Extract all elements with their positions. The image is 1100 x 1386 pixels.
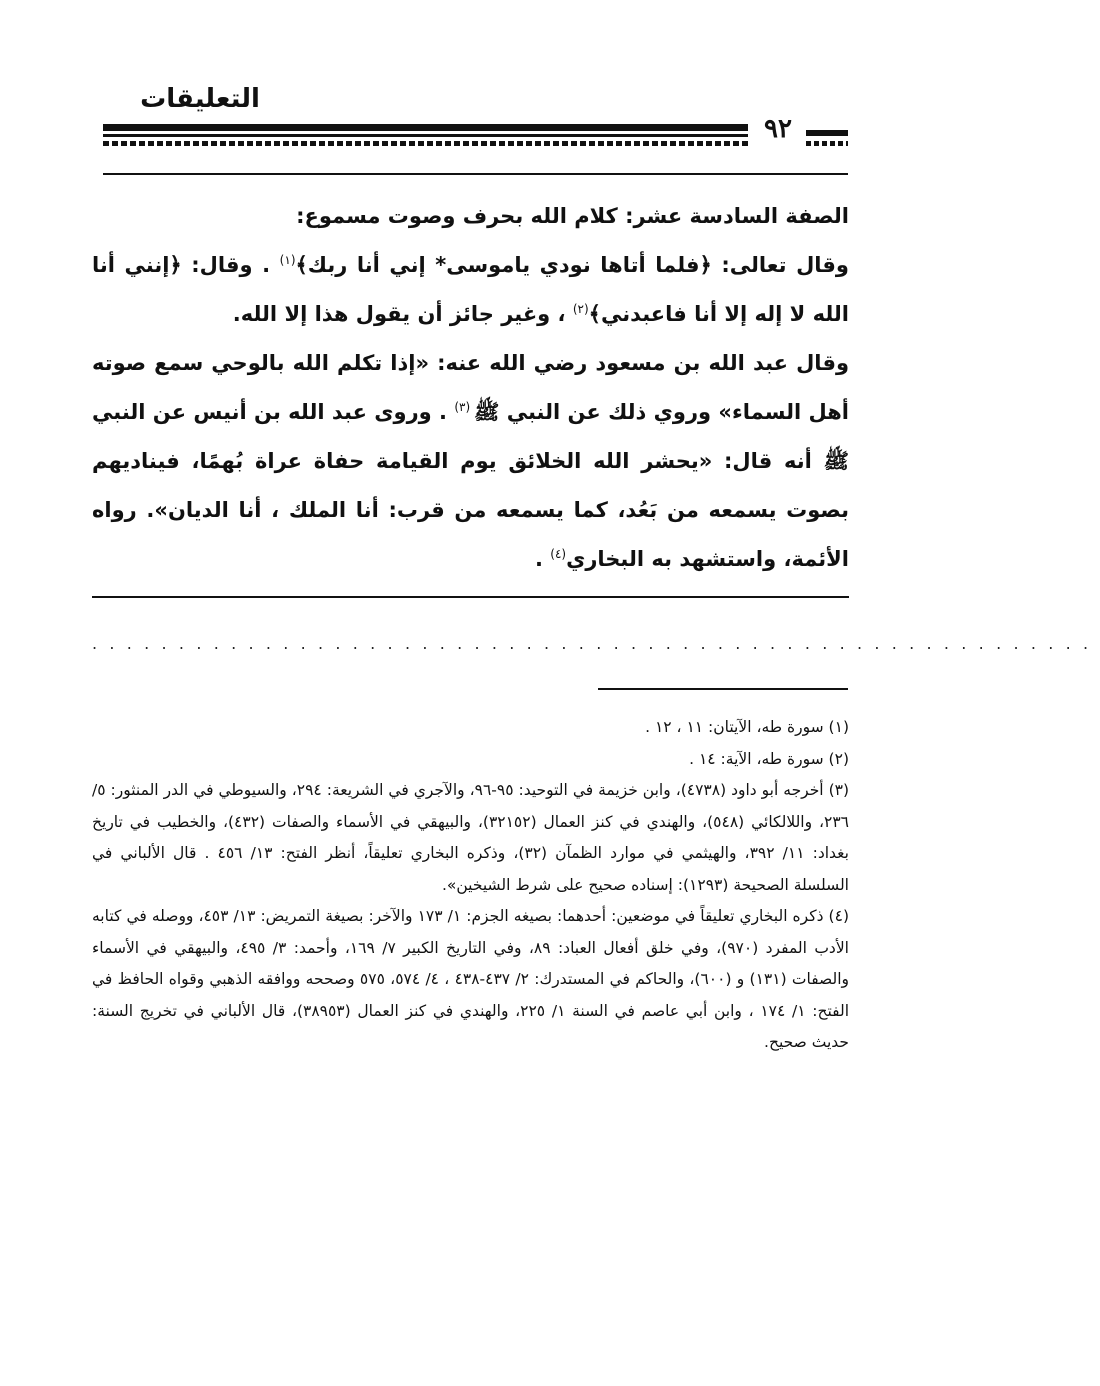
header-underline: [103, 173, 848, 175]
paragraph-1: [92, 241, 849, 339]
footnote-3: (٣) أخرجه أبو داود (٤٧٣٨)، وابن خزيمة في التوحيد: ٩٥-٩٦، والآجري في الشريعة: ٢٩٤، والسيوطي في الدر المنثور: ٥/ ٢٣٦، واللالكائي (٥٤٨)، والهندي في كنز العمال (٣٢١٥٢)، والبيهقي في الأسماء والصفات (٤٣٢)، والخطيب في تاريخ بغداد: ١١/ ٣٩٢، والهيثمي في موارد الظمآن (٣٢)، وذكره البخاري تعليقاً، أنظر الفتح: ١٣/ ٤٥٦ . قال الألباني في السلسلة الصحيحة (١٢٩٣): إسناده صحيح على شرط الشيخين».: [92, 781, 850, 894]
footnote-1: (١) سورة طه، الآيتان: ١١ ، ١٢ .: [645, 718, 849, 736]
footnote-ref-2: (٢): [572, 302, 589, 316]
paragraph-2-text-c: .: [534, 547, 551, 571]
paragraph-2: [92, 339, 849, 584]
footnote-2: (٢) سورة طه، الآية: ١٤ .: [689, 749, 849, 768]
footnote-ref-1: (١): [279, 253, 296, 267]
page-number-rule: [806, 130, 848, 136]
paragraph-2-text-a: وقال عبد الله بن مسعود رضي الله عنه: «إذا تكلم الله بالوحي سمع صوته أهل السماء» وروي ذلك عن النبي ﷺ: [92, 351, 849, 424]
page-number: ٩٢: [764, 114, 792, 144]
body-end-rule: [92, 596, 849, 598]
header-rule-dashed: [103, 141, 748, 146]
paragraph-1-text-c: ، وغير جائز أن يقول هذا إلا الله.: [232, 302, 573, 326]
footnotes: [92, 712, 849, 1059]
footnote-ref-4: (٤): [550, 547, 567, 561]
page-number-rule-dashed: [806, 141, 848, 146]
footnote-ref-3: (٣): [454, 400, 475, 414]
main-text: [92, 192, 849, 584]
paragraph-1-text-b: . وقال: ﴿إنني أنا الله لا إله إلا أنا فاعبدني﴾: [92, 253, 849, 326]
paragraph-1-text-a: وقال تعالى: ﴿فلما أتاها نودي ياموسى* إني أنا ربك﴾: [295, 253, 849, 277]
section-heading: الصفة السادسة عشر: كلام الله بحرف وصوت مسموع:: [296, 204, 849, 228]
header-rule-thick: [103, 124, 748, 131]
footnote-4: (٤) ذكره البخاري تعليقاً في موضعين: أحدهما: بصيغه الجزم: ١/ ١٧٣ والآخر: بصيغة التمريض: ١٣/ ٤٥٣، ووصله في كتابه الأدب المفرد (٩٧٠)، وفي خلق أفعال العباد: ٨٩، وفي التاريخ الكبير ٧/ ١٦٩، وأحمد: ٣/ ٤٩٥، والبيهقي في الأسماء والصفات (١٣١) و (٦٠٠)، والحاكم في المستدرك: ٢/ ٤٣٧-٤٣٨ ، ٤/ ٥٧٤، ٥٧٥ وصححه ووافقه الذهبي وقواه الحافظ في الفتح: ١/ ١٧٤ ، وابن أبي عاصم في السنة ١/ ٢٢٥، والهندي في كنز العمال (٣٨٩٥٣)، قال الألباني في تخريج السنة: حديث صحيح.: [92, 907, 850, 1051]
dotted-separator: ..........................................................: [92, 634, 1100, 653]
running-title: التعليقات: [140, 84, 260, 114]
paragraph-2-text-b: . وروى عبد الله بن أنيس عن النبي ﷺ أنه قال: «يحشر الله الخلائق يوم القيامة حفاة عراة بُهمًا، فيناديهم بصوت يسمعه من بَعُد، كما يسمعه من قرب: أنا الملك ، أنا الديان». رواه الأئمة، واستشهد به البخاري: [92, 400, 849, 571]
footnote-rule: [598, 688, 848, 690]
header-rule-thin: [103, 134, 748, 137]
